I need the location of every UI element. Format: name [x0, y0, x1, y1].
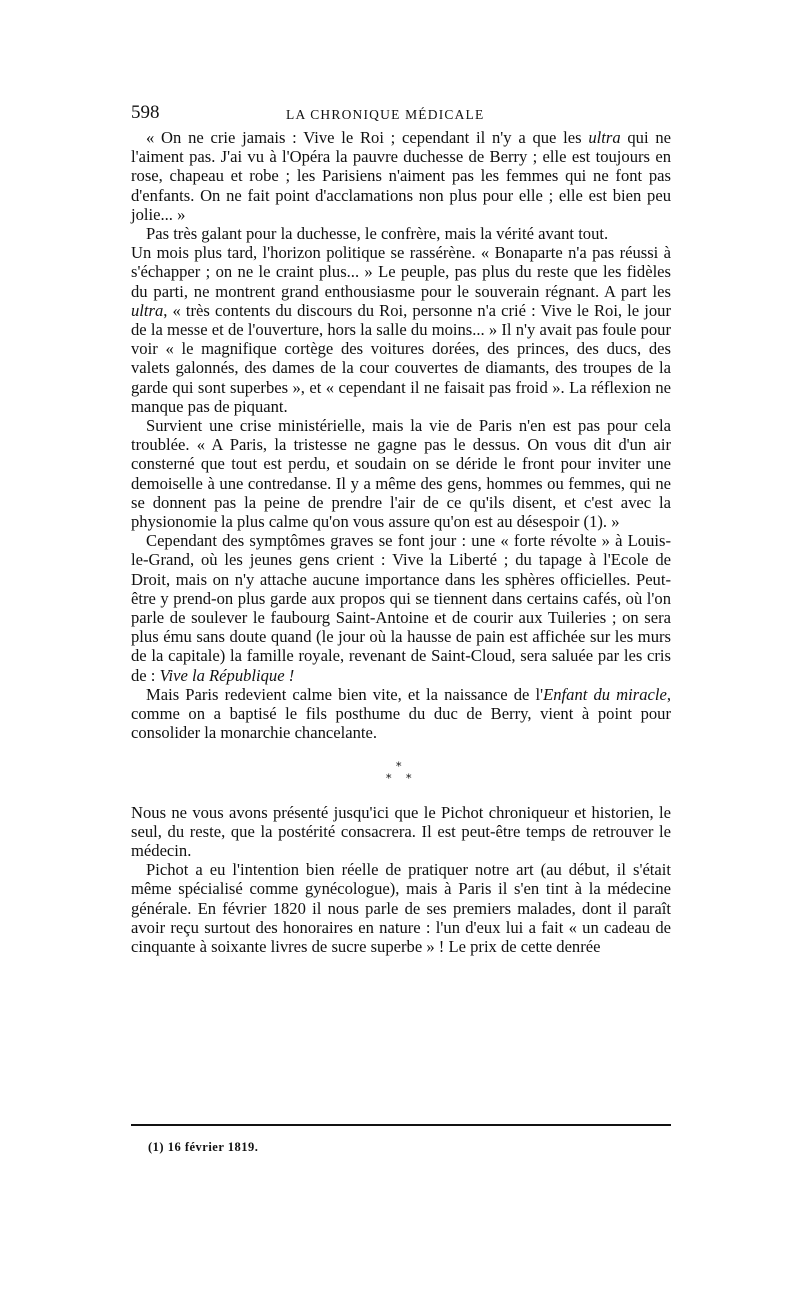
paragraph: Nous ne vous avons présenté jusqu'ici que le Pichot chroniqueur et historien, le seul, du reste, que la postérité consacrera. Il est peut-être temps de retrouver le médecin.: [131, 802, 671, 860]
paragraph: Pichot a eu l'intention bien réelle de pratiquer notre art (au début, il s'était même spécialisé comme gynécologue), mais à Paris il s'en tint à la médecine générale. En février 1820 il nous parle de ses premiers malades, dont il paraît avoir reçu surtout des honoraires en nature : l'un d'eux lui a fait « un cadeau de cinquante à soixante livres de sucre superbe » ! Le prix de cette denrée: [131, 860, 671, 956]
paragraph: Survient une crise ministérielle, mais la vie de Paris n'en est pas pour cela troublée. « A Paris, la tristesse ne gagne pas le dessus. On vous dit d'un air consterné que tout est perdu, et soudain on se déride le front pour inviter une demoiselle à une contredanse. Il y a même des gens, hommes ou femmes, qui ne se donnent pas la peine de prendre l'air de ce qu'ils disent, et c'est avec la physionomie la plus calme qu'on vous assure qu'on est au désespoir (1). »: [131, 416, 671, 532]
page-number: 598: [131, 102, 160, 123]
paragraph: « On ne crie jamais : Vive le Roi ; cependant il n'y a que les ultra qui ne l'aiment pas. J'ai vu à l'Opéra la pauvre duchesse de Berry ; elle est toujours en rose, chapeau et robe ; les Parisiens n'aiment pas les femmes qui ne font pas d'enfants. On ne fait point d'acclamations non plus pour elle ; elle est bien peu jolie... »: [131, 128, 671, 224]
paragraph: Cependant des symptômes graves se font jour : une « forte révolte » à Louis-le-Grand, où les jeunes gens crient : Vive la Liberté ; du tapage à l'Ecole de Droit, mais on n'y attache aucune importance dans les sphères officielles. Peut-être y prend-on plus garde aux propos qui se tiennent dans certains cafés, où l'on parle de soulever le faubourg Saint-Antoine et de courir aux Tuileries ; on sera plus ému sans doute quand (le jour où la hausse de pain est affichée sur les murs de la capitale) la famille royale, revenant de Saint-Cloud, sera saluée par les cris de : Vive la République !: [131, 531, 671, 685]
asterism-star-icon: *: [386, 771, 392, 785]
body-text: [131, 128, 671, 956]
asterism-star-icon: *: [396, 759, 402, 773]
running-title: LA CHRONIQUE MÉDICALE: [286, 107, 485, 122]
footnote: (1) 16 février 1819.: [148, 1140, 259, 1154]
section-break-asterism: [131, 743, 671, 803]
asterism-star-icon: *: [406, 771, 412, 785]
paragraph: Pas très galant pour la duchesse, le confrère, mais la vérité avant tout.: [146, 224, 609, 244]
paragraph: Un mois plus tard, l'horizon politique se rassérène. « Bonaparte n'a pas réussi à s'échapper ; on ne le craint plus... » Le peuple, pas plus du reste que les fidèles du parti, ne montrent grand enthousiasme pour le souverain régnant. A part les ultra, « très contents du discours du Roi, personne n'a crié : Vive le Roi, le jour de la messe et de l'ouverture, hors la salle du moins... » Il n'y avait pas foule pour voir « le magnifique cortège des voitures dorées, des princes, des ducs, des valets galonnés, des dames de la cour couvertes de diamants, des troupes de la garde qui sont superbes », et « cependant il ne faisait pas froid ». La réflexion ne manque pas de piquant.: [131, 243, 671, 416]
page-header: [131, 102, 671, 126]
paragraph: Mais Paris redevient calme bien vite, et la naissance de l'Enfant du miracle, comme on a baptisé le fils posthume du duc de Berry, vient à point pour consolider la monarchie chancelante.: [131, 684, 671, 743]
footnote-rule: [131, 1124, 671, 1126]
